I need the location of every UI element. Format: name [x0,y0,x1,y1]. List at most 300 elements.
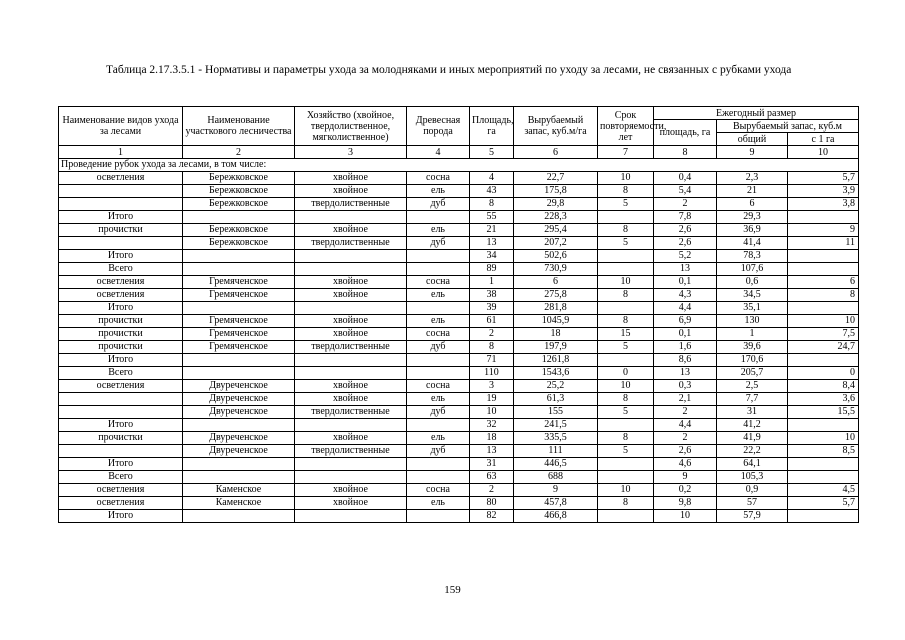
table-row [59,406,859,419]
column-number: 3 [295,146,407,159]
table-cell [407,458,470,471]
table-cell: 31 [470,458,514,471]
table-cell [295,471,407,484]
table-row [59,315,859,328]
table-cell [295,302,407,315]
table-cell: хвойное [295,224,407,237]
table-cell: 105,3 [717,471,788,484]
table-row [59,172,859,185]
table-cell: 5,7 [788,497,859,510]
table-row [59,341,859,354]
table-cell: 9 [514,484,598,497]
table-cell: 275,8 [514,289,598,302]
table-cell: 0 [598,367,654,380]
table-cell: 107,6 [717,263,788,276]
table-cell: Итого [59,419,183,432]
table-row [59,471,859,484]
table-cell: 4,4 [654,419,717,432]
table-row [59,276,859,289]
table-cell: 281,8 [514,302,598,315]
table-cell: 2,5 [717,380,788,393]
table-cell [295,354,407,367]
table-cell: 5 [598,445,654,458]
table-cell: твердолиственные [295,445,407,458]
table-cell: 0,6 [717,276,788,289]
table-cell: 6 [514,276,598,289]
table-cell: Двуреченское [183,380,295,393]
table-cell: 0,1 [654,276,717,289]
table-cell: 4 [470,172,514,185]
header-annual-area: площадь, га [654,120,717,146]
table-cell: 8 [598,497,654,510]
table-cell: Итого [59,302,183,315]
table-cell: 61,3 [514,393,598,406]
table-cell: 24,7 [788,341,859,354]
table-cell [598,354,654,367]
table-cell: 1,6 [654,341,717,354]
table-cell: ель [407,497,470,510]
table-cell: 41,4 [717,237,788,250]
table-cell [59,445,183,458]
table-cell: 2 [654,432,717,445]
header-area: Площадь, га [470,107,514,146]
table-cell: осветления [59,484,183,497]
table-cell: 10 [598,484,654,497]
table-cell: 22,7 [514,172,598,185]
table-cell: Каменское [183,497,295,510]
table-cell: 4,3 [654,289,717,302]
page-number: 159 [444,584,461,596]
table-cell: 175,8 [514,185,598,198]
table-cell: 8 [598,432,654,445]
table-cell: Бережковское [183,224,295,237]
table-cell [295,250,407,263]
column-number: 1 [59,146,183,159]
table-cell [598,419,654,432]
table-cell: 1 [470,276,514,289]
table-cell: 34 [470,250,514,263]
table-cell [598,250,654,263]
table-cell: хвойное [295,484,407,497]
table-cell [788,302,859,315]
table-cell [407,211,470,224]
table-cell: 15 [598,328,654,341]
table-cell: Итого [59,458,183,471]
table-cell: сосна [407,328,470,341]
table-cell: 111 [514,445,598,458]
table-cell: 18 [514,328,598,341]
table-cell: хвойное [295,328,407,341]
table-cell: Двуреченское [183,406,295,419]
header-species: Древесная порода [407,107,470,146]
table-cell [788,458,859,471]
table-cell: Бережковское [183,185,295,198]
table-row [59,185,859,198]
table-cell: 730,9 [514,263,598,276]
table-row [59,367,859,380]
table-cell: осветления [59,380,183,393]
table-cell: 63 [470,471,514,484]
table-cell: Всего [59,367,183,380]
table-cell: 11 [788,237,859,250]
table-cell [59,393,183,406]
table-cell: 21 [717,185,788,198]
table-cell: Гремяченское [183,328,295,341]
table-cell: хвойное [295,289,407,302]
table-cell: прочистки [59,224,183,237]
table-cell: хвойное [295,380,407,393]
table-cell [295,458,407,471]
table-cell: 55 [470,211,514,224]
column-number: 9 [717,146,788,159]
table-row [59,328,859,341]
table-cell: Итого [59,354,183,367]
table-row [59,354,859,367]
table-cell: 61 [470,315,514,328]
table-cell: 295,4 [514,224,598,237]
table-cell: 1543,6 [514,367,598,380]
table-row [59,510,859,523]
table-cell: 241,5 [514,419,598,432]
table-row [59,380,859,393]
table-cell: 688 [514,471,598,484]
table-cell [407,263,470,276]
table-cell [295,419,407,432]
table-row [59,393,859,406]
header-annual-per-ha: с 1 га [788,133,859,146]
table-cell: 6 [717,198,788,211]
section-row [59,159,859,172]
table-cell: 19 [470,393,514,406]
table-cell [407,354,470,367]
header-economy: Хозяйство (хвойное, твердолиственное, мягколиственное) [295,107,407,146]
table-cell: 4,4 [654,302,717,315]
table-cell: 8 [598,185,654,198]
table-cell [183,458,295,471]
table-cell [183,471,295,484]
header-annual-total: общий [717,133,788,146]
table-cell: 2 [654,406,717,419]
table-cell: 15,5 [788,406,859,419]
table-cell: 13 [654,367,717,380]
table-cell: хвойное [295,185,407,198]
table-cell: осветления [59,172,183,185]
table-cell: 0 [788,367,859,380]
table-cell: 457,8 [514,497,598,510]
column-number: 6 [514,146,598,159]
table-cell: Гремяченское [183,289,295,302]
header-period: Срок повторяемости, лет [598,107,654,146]
table-cell [407,250,470,263]
table-cell: 32 [470,419,514,432]
table-cell: 80 [470,497,514,510]
column-number: 5 [470,146,514,159]
table-cell: 41,2 [717,419,788,432]
table-cell: Двуреченское [183,445,295,458]
table-cell: 9 [788,224,859,237]
table-cell: 39,6 [717,341,788,354]
table-cell [407,419,470,432]
table-cell: 2,6 [654,237,717,250]
table-row [59,497,859,510]
table-cell [59,237,183,250]
table-cell: 6 [788,276,859,289]
table-cell: 2,1 [654,393,717,406]
table-cell: 335,5 [514,432,598,445]
table-cell: 6,9 [654,315,717,328]
table-cell: 4,5 [788,484,859,497]
table-cell [183,250,295,263]
table-cell: хвойное [295,315,407,328]
table-cell: 3,9 [788,185,859,198]
header-care-type: Наименование видов ухода за лесами [59,107,183,146]
table-cell [788,250,859,263]
table-cell: 7,7 [717,393,788,406]
table-cell: 1261,8 [514,354,598,367]
table-cell: 0,9 [717,484,788,497]
table-cell: 57 [717,497,788,510]
table-row [59,445,859,458]
table-cell: 64,1 [717,458,788,471]
table-cell: 13 [470,445,514,458]
table-cell: 8,5 [788,445,859,458]
table-cell: 82 [470,510,514,523]
table-cell: 29,8 [514,198,598,211]
header-number-row [59,146,859,159]
table-cell [59,406,183,419]
table-cell: 207,2 [514,237,598,250]
table-cell: Двуреченское [183,393,295,406]
table-cell: 2,6 [654,445,717,458]
table-cell [407,471,470,484]
table-row [59,432,859,445]
table-cell: 25,2 [514,380,598,393]
table-cell [788,354,859,367]
table-cell: осветления [59,497,183,510]
table-row [59,289,859,302]
table-cell: ель [407,393,470,406]
table-cell [407,302,470,315]
table-cell: 34,5 [717,289,788,302]
table-cell: 5 [598,341,654,354]
table-cell [407,510,470,523]
table-row [59,237,859,250]
section-title: Проведение рубок ухода за лесами, в том числе: [59,159,859,172]
table-cell: 13 [470,237,514,250]
table-cell: прочистки [59,315,183,328]
table-row [59,263,859,276]
table-cell: ель [407,224,470,237]
table-cell: 2 [654,198,717,211]
table-cell: 5 [598,237,654,250]
header-stock: Вырубаемый запас, куб.м/га [514,107,598,146]
table-cell: 2 [470,328,514,341]
table-cell: 10 [788,315,859,328]
table-cell: осветления [59,289,183,302]
table-cell [598,211,654,224]
table-cell: Гремяченское [183,341,295,354]
table-cell: хвойное [295,172,407,185]
table-cell [598,263,654,276]
table-cell: ель [407,185,470,198]
table-cell: 10 [598,172,654,185]
table-cell: прочистки [59,432,183,445]
table-cell: Бережковское [183,172,295,185]
table-cell [183,419,295,432]
table-cell: дуб [407,445,470,458]
table-cell: хвойное [295,393,407,406]
table-cell: 170,6 [717,354,788,367]
table-cell: Всего [59,471,183,484]
table-cell: 155 [514,406,598,419]
table-cell: 5 [598,198,654,211]
table-cell: Итого [59,211,183,224]
table-cell: 205,7 [717,367,788,380]
table-cell [788,510,859,523]
table-row [59,224,859,237]
table-cell: 39 [470,302,514,315]
table-cell: 41,9 [717,432,788,445]
table-cell [788,263,859,276]
table-cell: 0,1 [654,328,717,341]
table-cell: хвойное [295,276,407,289]
table-cell: 2,6 [654,224,717,237]
table-cell: 130 [717,315,788,328]
table-cell: 5,4 [654,185,717,198]
table-cell: ель [407,289,470,302]
table-cell: 5,7 [788,172,859,185]
table-cell: 466,8 [514,510,598,523]
column-number: 10 [788,146,859,159]
table-cell: 8,4 [788,380,859,393]
table-cell [295,510,407,523]
table-row [59,211,859,224]
table-cell: твердолиственные [295,198,407,211]
column-number: 2 [183,146,295,159]
table-cell: 228,3 [514,211,598,224]
table-cell: 8 [598,289,654,302]
table-cell: 8 [598,315,654,328]
table-cell: 2 [470,484,514,497]
table-cell: дуб [407,198,470,211]
table-cell: сосна [407,484,470,497]
table-cell: 57,9 [717,510,788,523]
table-cell: дуб [407,237,470,250]
table-cell: 10 [788,432,859,445]
header-annual: Ежегодный размер [654,107,859,120]
table-cell [407,367,470,380]
table-cell: 3,8 [788,198,859,211]
table-cell: 5 [598,406,654,419]
table-cell: 22,2 [717,445,788,458]
table-cell [598,471,654,484]
table-cell: 13 [654,263,717,276]
table-cell: 0,3 [654,380,717,393]
table-cell: 9,8 [654,497,717,510]
table-cell: Итого [59,510,183,523]
table-cell: 7,5 [788,328,859,341]
table-cell: 3 [470,380,514,393]
table-cell: 0,4 [654,172,717,185]
table-cell: 43 [470,185,514,198]
table-cell [598,458,654,471]
table-cell: 4,6 [654,458,717,471]
table-cell: Всего [59,263,183,276]
table-cell [59,185,183,198]
table-cell [295,263,407,276]
table-cell [183,263,295,276]
table-cell: 78,3 [717,250,788,263]
table-cell: дуб [407,341,470,354]
table-cell: 35,1 [717,302,788,315]
table-cell: 36,9 [717,224,788,237]
table-cell: хвойное [295,497,407,510]
column-number: 8 [654,146,717,159]
table-cell: Гремяченское [183,276,295,289]
table-cell: 8 [470,198,514,211]
table-cell: Двуреченское [183,432,295,445]
table-cell: 8 [470,341,514,354]
table-cell: 5,2 [654,250,717,263]
table-cell: Бережковское [183,237,295,250]
table-cell [183,510,295,523]
table-cell: твердолиственные [295,406,407,419]
table-cell: сосна [407,276,470,289]
table-cell: 10 [598,380,654,393]
table-cell: 7,8 [654,211,717,224]
table-cell: хвойное [295,432,407,445]
table-cell: 0,2 [654,484,717,497]
table-cell: 3,6 [788,393,859,406]
table-cell [59,198,183,211]
table-cell: 8 [598,224,654,237]
table-cell [788,419,859,432]
table-cell: Каменское [183,484,295,497]
table-cell [598,510,654,523]
table-cell: 38 [470,289,514,302]
table-cell: 1 [717,328,788,341]
table-cell: прочистки [59,341,183,354]
table-row [59,419,859,432]
table-row [59,458,859,471]
table-cell: 18 [470,432,514,445]
table-cell: Гремяченское [183,315,295,328]
table-cell: 2,3 [717,172,788,185]
forest-care-table [58,106,859,523]
table-caption: Таблица 2.17.3.5.1 - Нормативы и параметры ухода за молодняками и иных мероприятий по уходу за лесами, не связанных с рубками ухода [106,64,792,76]
table-cell: 10 [470,406,514,419]
column-number: 7 [598,146,654,159]
table-cell: 29,3 [717,211,788,224]
table-cell: 110 [470,367,514,380]
table-row [59,484,859,497]
table-cell: 89 [470,263,514,276]
table-cell: твердолиственные [295,341,407,354]
table-cell: 9 [654,471,717,484]
table-cell: ель [407,432,470,445]
table-cell: 502,6 [514,250,598,263]
table-cell: 21 [470,224,514,237]
table-cell: 71 [470,354,514,367]
table-row [59,302,859,315]
column-number: 4 [407,146,470,159]
table-cell [295,211,407,224]
table-cell: прочистки [59,328,183,341]
table-cell: ель [407,315,470,328]
table-cell: осветления [59,276,183,289]
table-cell: сосна [407,380,470,393]
table-cell [183,354,295,367]
